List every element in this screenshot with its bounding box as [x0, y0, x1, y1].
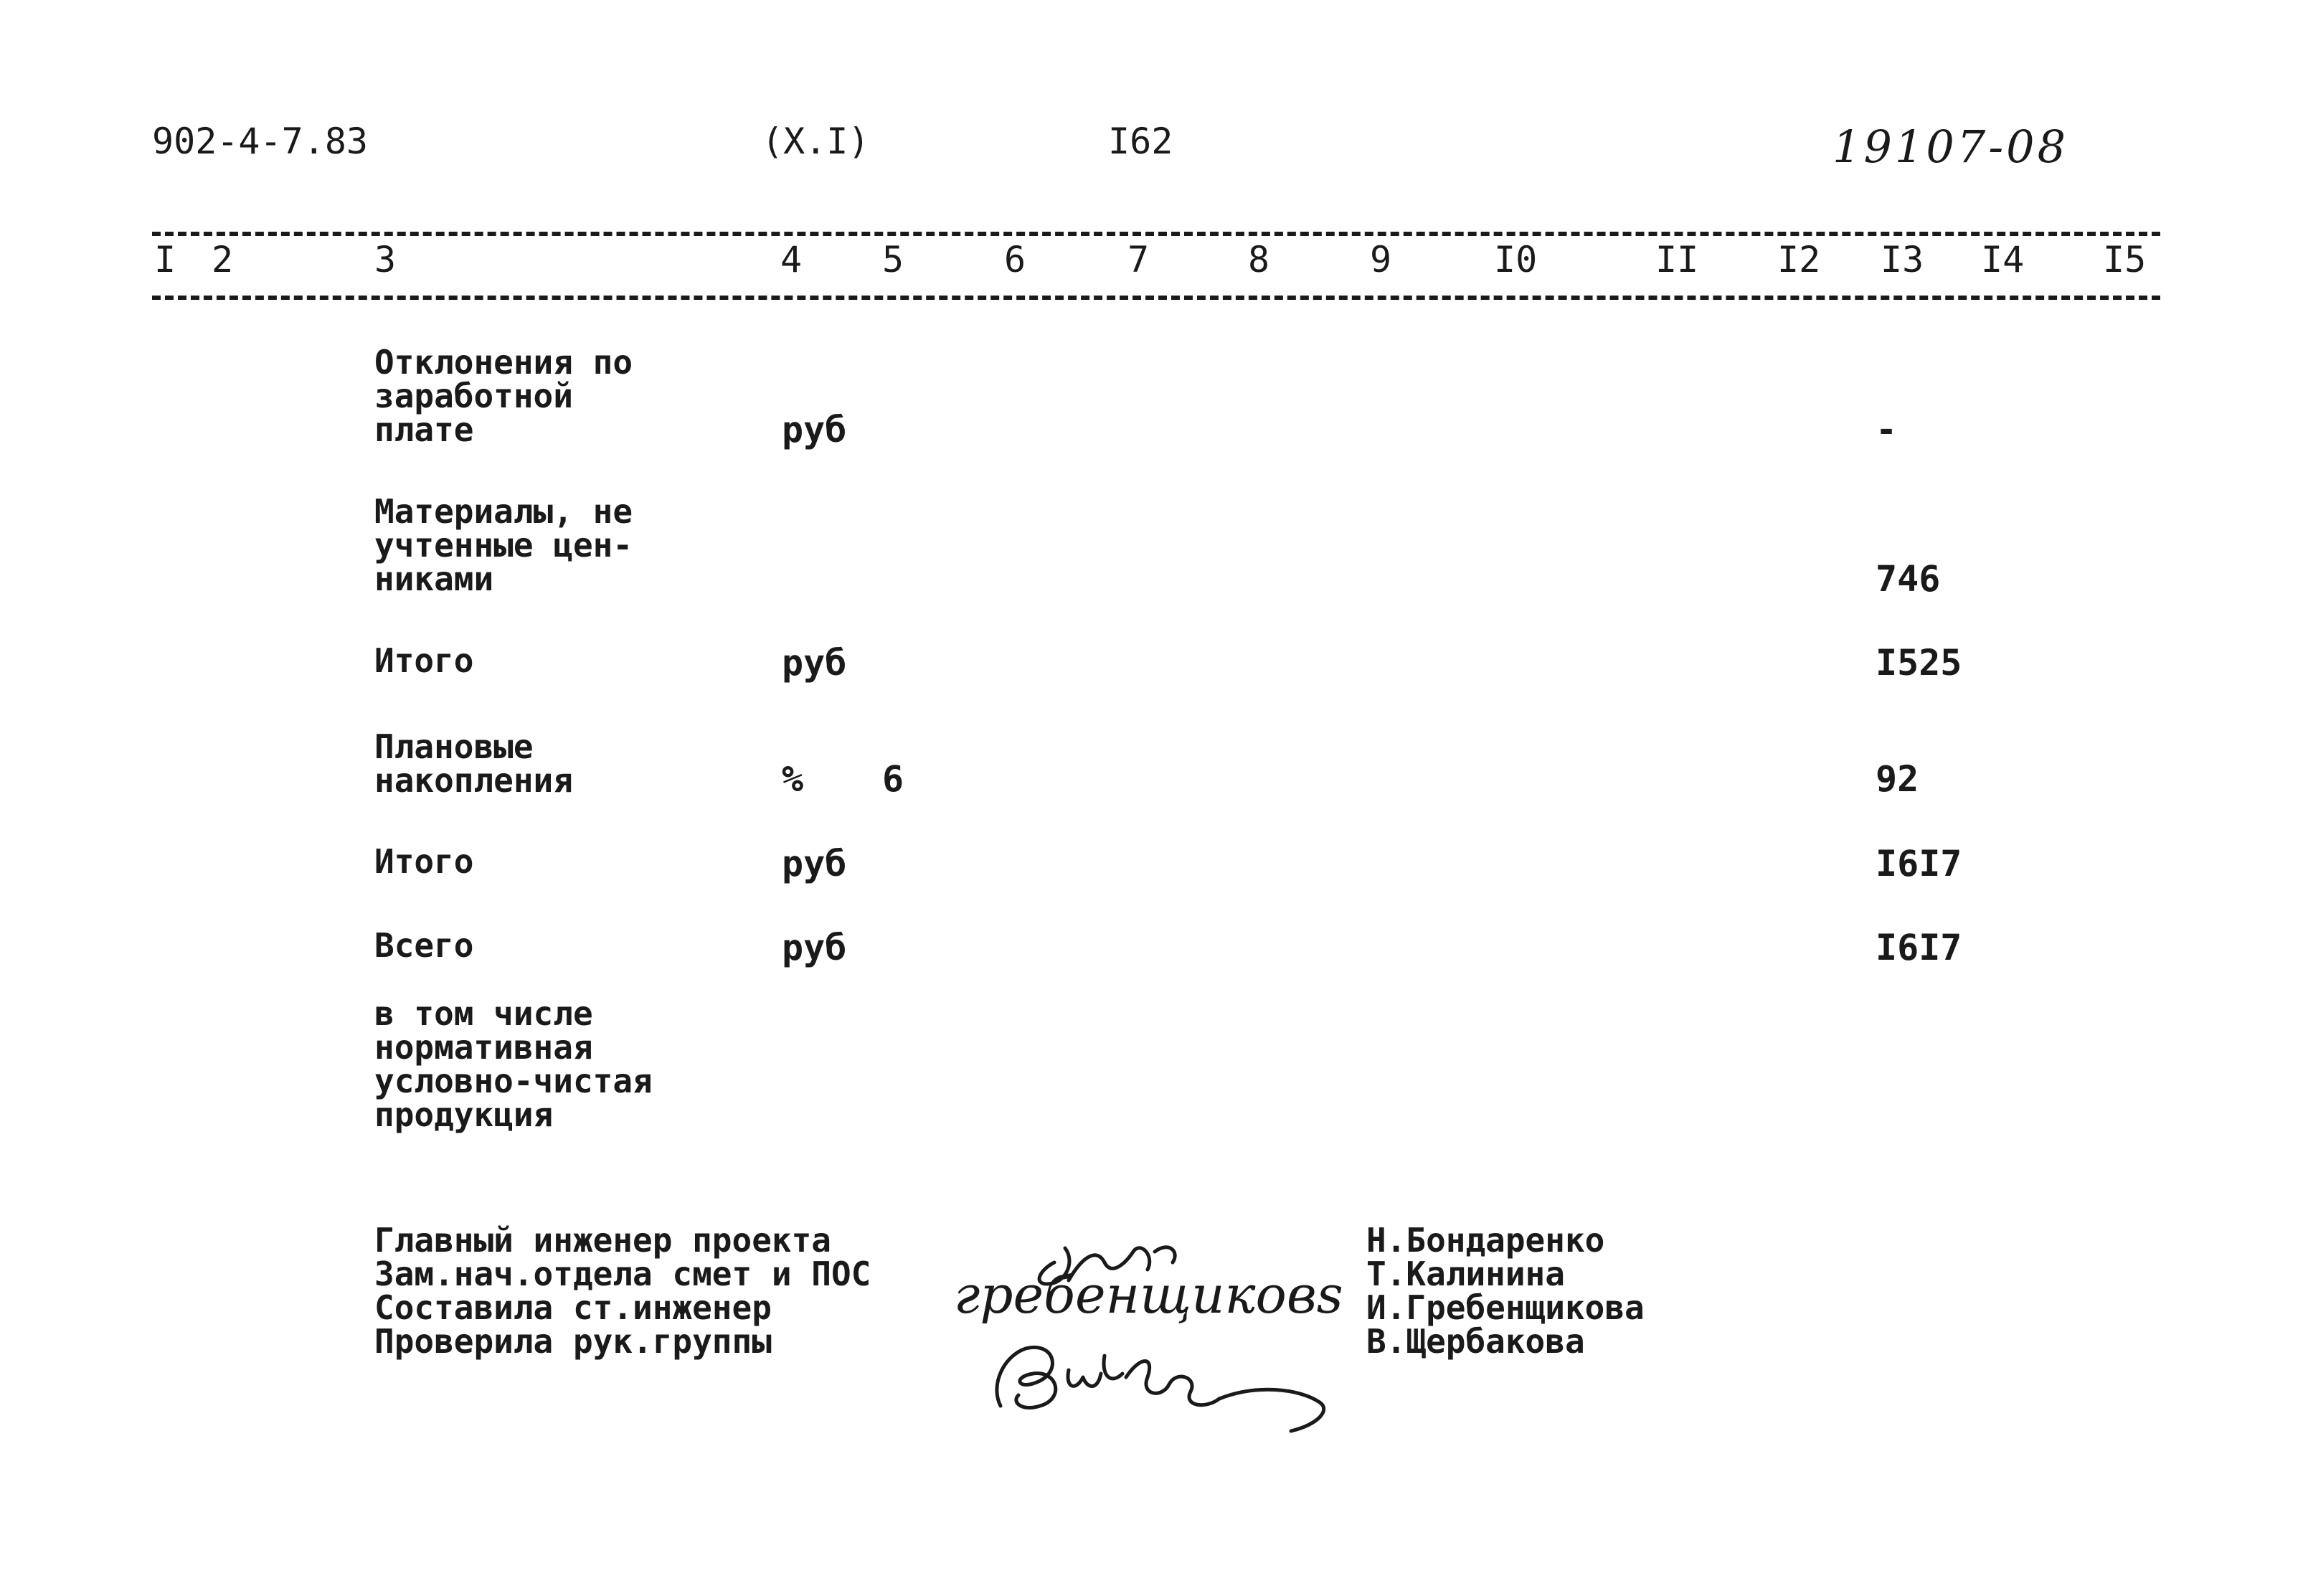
row-total: I525 [1876, 642, 1962, 684]
handwritten-name: гребенщиковs [954, 1265, 1343, 1325]
row-label: Итого [374, 842, 474, 881]
column-number: I5 [2103, 239, 2147, 280]
column-number: 8 [1248, 239, 1270, 280]
column-number: 9 [1370, 239, 1392, 280]
row-label: Отклонения по заработной плате [374, 343, 633, 449]
signatory-name: В.Щербакова [1366, 1322, 1585, 1361]
row-total: - [1876, 409, 1898, 450]
signatory-name: Т.Калинина [1366, 1255, 1565, 1293]
row-unit: руб [782, 927, 847, 968]
signatory-name: Н.Бондаренко [1366, 1221, 1605, 1260]
row-label: в том числе нормативная условно-чистая продукция [374, 994, 653, 1134]
table-header-bottom-rule [152, 296, 2160, 300]
document-code: 902-4-7.83 [152, 121, 369, 162]
row-unit: руб [782, 409, 847, 450]
signature-title: Главный инженер проекта [374, 1221, 831, 1260]
row-rate: 6 [882, 758, 904, 800]
handwritten-signatures [932, 1212, 1363, 1442]
signature-title: Составила ст.инженер [374, 1288, 772, 1327]
page-number: I62 [1108, 121, 1173, 162]
column-number: 7 [1127, 239, 1150, 280]
row-total: 746 [1876, 558, 1941, 600]
column-number: I [154, 239, 176, 280]
signatory-name: И.Гребенщикова [1366, 1288, 1645, 1327]
column-number: I2 [1777, 239, 1821, 280]
column-number: 2 [212, 239, 234, 280]
row-label: Итого [374, 641, 474, 680]
column-number: 6 [1004, 239, 1026, 280]
section-number: (X.I) [762, 121, 870, 162]
inventory-number: 19107-08 [1833, 121, 2069, 173]
row-label: Материалы, не учтенные цен- никами [374, 492, 633, 598]
column-number: I4 [1981, 239, 2025, 280]
column-number: 5 [882, 239, 904, 280]
table-header-top-rule [152, 232, 2160, 236]
column-number: 3 [374, 239, 397, 280]
row-unit: руб [782, 642, 847, 684]
column-number: I0 [1494, 239, 1538, 280]
column-number: II [1655, 239, 1699, 280]
row-label: Плановые накопления [374, 727, 573, 800]
row-total: I6I7 [1876, 927, 1962, 968]
row-label: Всего [374, 926, 474, 965]
row-unit: руб [782, 843, 847, 884]
column-number: 4 [780, 239, 803, 280]
row-total: I6I7 [1876, 843, 1962, 884]
row-unit: % [782, 758, 804, 800]
column-number: I3 [1881, 239, 1924, 280]
row-total: 92 [1876, 758, 1919, 800]
signature-title: Зам.нач.отдела смет и ПОС [374, 1255, 871, 1293]
signature-title: Проверила рук.группы [374, 1322, 772, 1361]
